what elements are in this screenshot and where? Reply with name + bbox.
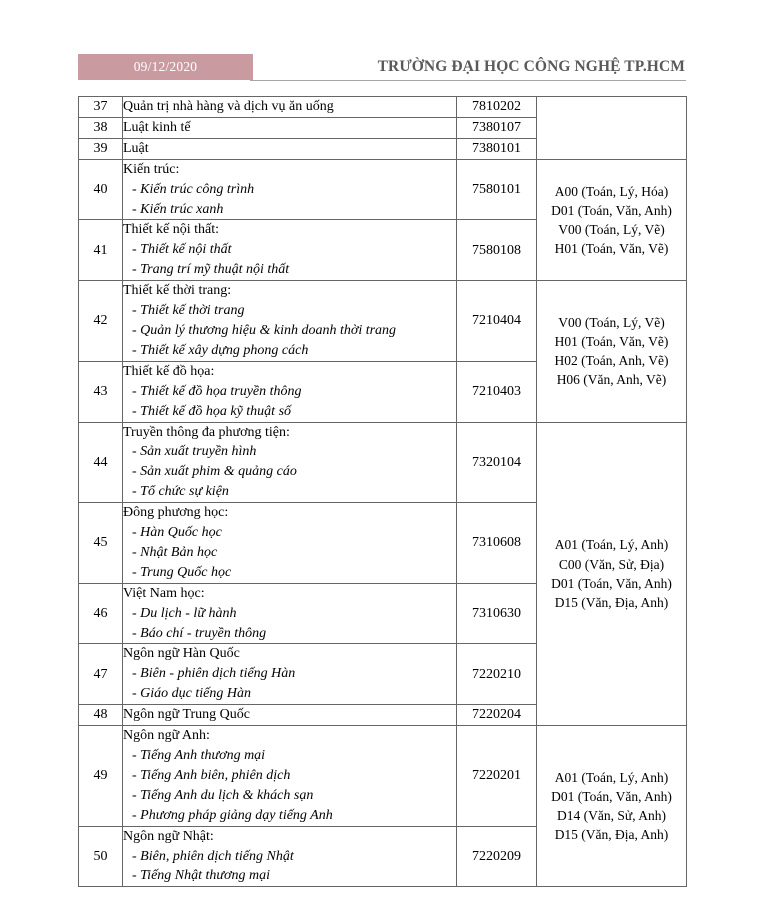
admission-combination-line: D15 (Văn, Địa, Anh) xyxy=(554,827,669,843)
table-row xyxy=(79,97,687,118)
header-spacer xyxy=(253,54,378,80)
major-specialization: - Thiết kế xây dựng phong cách xyxy=(132,342,309,358)
major-cell xyxy=(123,138,457,159)
major-specialization: - Biên, phiên dịch tiếng Nhật xyxy=(132,848,294,864)
major-title: Ngôn ngữ Nhật: xyxy=(123,828,214,844)
major-code: 7220201 xyxy=(457,726,537,827)
major-specialization: - Sản xuất truyền hình xyxy=(132,444,257,460)
admission-combination-line: V00 (Toán, Lý, Vẽ) xyxy=(558,315,665,331)
admission-combination-line: A00 (Toán, Lý, Hóa) xyxy=(554,183,669,199)
major-code: 7220204 xyxy=(457,705,537,726)
admission-combination-line: V00 (Toán, Lý, Vẽ) xyxy=(558,221,665,237)
major-title: Ngôn ngữ Hàn Quốc xyxy=(123,646,240,662)
admission-combination-cell xyxy=(537,159,687,280)
major-title: Thiết kế thời trang: xyxy=(123,283,232,299)
row-number: 45 xyxy=(79,503,123,584)
row-number: 44 xyxy=(79,422,123,503)
major-title: Ngôn ngữ Trung Quốc xyxy=(123,707,250,723)
major-specialization: - Trang trí mỹ thuật nội thất xyxy=(132,262,290,278)
admission-combination-line: C00 (Văn, Sử, Địa) xyxy=(558,556,665,572)
major-title: Việt Nam học: xyxy=(123,585,205,601)
major-title: Quản trị nhà hàng và dịch vụ ăn uống xyxy=(123,99,334,114)
major-cell xyxy=(123,503,457,584)
admission-combination-line: H02 (Toán, Anh, Vẽ) xyxy=(554,353,669,369)
admission-combination-empty xyxy=(537,127,686,128)
admission-combination-line: D15 (Văn, Địa, Anh) xyxy=(554,594,669,610)
admission-combination-line: A01 (Toán, Lý, Anh) xyxy=(554,769,669,785)
admission-combination-line: H06 (Văn, Anh, Vẽ) xyxy=(556,372,667,388)
admission-combination-line: D01 (Toán, Văn, Anh) xyxy=(551,789,672,805)
major-cell xyxy=(123,705,457,726)
row-number: 38 xyxy=(79,117,123,138)
major-cell xyxy=(123,726,457,827)
major-specialization: - Giáo dục tiếng Hàn xyxy=(132,686,251,702)
major-specialization: - Biên - phiên dịch tiếng Hàn xyxy=(132,666,296,682)
row-number: 46 xyxy=(79,583,123,644)
major-specialization: - Thiết kế nội thất xyxy=(132,242,232,258)
major-specialization: - Báo chí - truyền thông xyxy=(132,625,267,641)
major-title: Thiết kế đồ họa: xyxy=(123,363,215,379)
admission-combination-cell xyxy=(537,422,687,726)
major-code: 7380107 xyxy=(457,117,537,138)
major-specialization: - Tiếng Nhật thương mại xyxy=(132,868,271,884)
majors-table-wrap xyxy=(78,96,686,887)
row-number: 41 xyxy=(79,220,123,281)
major-specialization: - Quản lý thương hiệu & kinh doanh thời trang xyxy=(132,322,397,338)
institution-title: TRƯỜNG ĐẠI HỌC CÔNG NGHỆ TP.HCM xyxy=(377,58,685,75)
major-title: Luật xyxy=(123,140,149,156)
major-title: Luật kinh tế xyxy=(123,119,191,135)
major-specialization: - Trung Quốc học xyxy=(132,564,232,580)
admission-combination-cell xyxy=(537,726,687,887)
major-cell xyxy=(123,583,457,644)
major-cell xyxy=(123,644,457,705)
major-specialization: - Thiết kế đồ họa truyền thông xyxy=(132,383,302,399)
row-number: 37 xyxy=(79,97,123,118)
major-cell xyxy=(123,826,457,887)
row-number: 47 xyxy=(79,644,123,705)
major-cell xyxy=(123,117,457,138)
table-row xyxy=(79,281,687,362)
major-specialization: - Kiến trúc công trình xyxy=(132,181,255,197)
major-cell xyxy=(123,97,457,118)
majors-table-body xyxy=(79,97,687,887)
major-specialization: - Hàn Quốc học xyxy=(132,525,222,541)
admission-combination-line: A01 (Toán, Lý, Anh) xyxy=(554,537,669,553)
row-number: 50 xyxy=(79,826,123,887)
header-divider xyxy=(250,80,686,81)
major-specialization: - Tiếng Anh thương mại xyxy=(132,748,266,763)
major-specialization: - Thiết kế đồ họa kỹ thuật số xyxy=(132,403,292,419)
row-number: 39 xyxy=(79,138,123,159)
row-number: 43 xyxy=(79,361,123,422)
major-title: Kiến trúc: xyxy=(123,161,180,177)
major-code: 7580108 xyxy=(457,220,537,281)
major-code: 7210403 xyxy=(457,361,537,422)
major-specialization: - Tiếng Anh biên, phiên dịch xyxy=(132,767,291,783)
major-title: Thiết kế nội thất: xyxy=(123,222,220,238)
major-title: Đông phương học: xyxy=(123,505,229,521)
table-row xyxy=(79,726,687,827)
major-cell xyxy=(123,220,457,281)
major-code: 7210404 xyxy=(457,281,537,362)
admission-combination-line: H01 (Toán, Văn, Vẽ) xyxy=(554,334,669,350)
major-specialization: - Kiến trúc xanh xyxy=(132,201,224,217)
major-code: 7310630 xyxy=(457,583,537,644)
major-code: 7580101 xyxy=(457,159,537,220)
admission-combination-cell xyxy=(537,281,687,422)
major-title: Ngôn ngữ Anh: xyxy=(123,728,210,744)
row-number: 48 xyxy=(79,705,123,726)
admission-combination-line: D14 (Văn, Sử, Anh) xyxy=(557,808,666,824)
admission-combination-line: D01 (Toán, Văn, Anh) xyxy=(551,575,672,591)
major-specialization: - Nhật Bản học xyxy=(132,544,218,560)
admission-combination-line: D01 (Toán, Văn, Anh) xyxy=(551,202,672,218)
major-cell xyxy=(123,159,457,220)
date-badge: 09/12/2020 xyxy=(78,54,253,80)
major-specialization: - Tổ chức sự kiện xyxy=(132,484,229,500)
major-cell xyxy=(123,281,457,362)
major-specialization: - Phương pháp giảng dạy tiếng Anh xyxy=(132,807,333,823)
table-row xyxy=(79,159,687,220)
major-specialization: - Thiết kế thời trang xyxy=(132,303,245,319)
header-inner xyxy=(78,54,686,80)
row-number: 40 xyxy=(79,159,123,220)
row-number: 49 xyxy=(79,726,123,827)
major-cell xyxy=(123,422,457,503)
admission-combination-cell xyxy=(537,97,687,160)
major-specialization: - Tiếng Anh du lịch & khách sạn xyxy=(132,787,314,803)
row-number: 42 xyxy=(79,281,123,362)
major-specialization: - Du lịch - lữ hành xyxy=(132,605,237,621)
major-code: 7810202 xyxy=(457,97,537,118)
major-specialization: - Sản xuất phim & quảng cáo xyxy=(132,464,297,480)
major-title: Truyền thông đa phương tiện: xyxy=(123,424,290,440)
major-code: 7220210 xyxy=(457,644,537,705)
major-code: 7320104 xyxy=(457,422,537,503)
page-header xyxy=(0,0,760,96)
major-code: 7310608 xyxy=(457,503,537,584)
major-cell xyxy=(123,361,457,422)
major-code: 7380101 xyxy=(457,138,537,159)
admission-combination-line: H01 (Toán, Văn, Vẽ) xyxy=(554,241,669,257)
table-row xyxy=(79,422,687,503)
majors-table xyxy=(78,96,687,887)
major-code: 7220209 xyxy=(457,826,537,887)
